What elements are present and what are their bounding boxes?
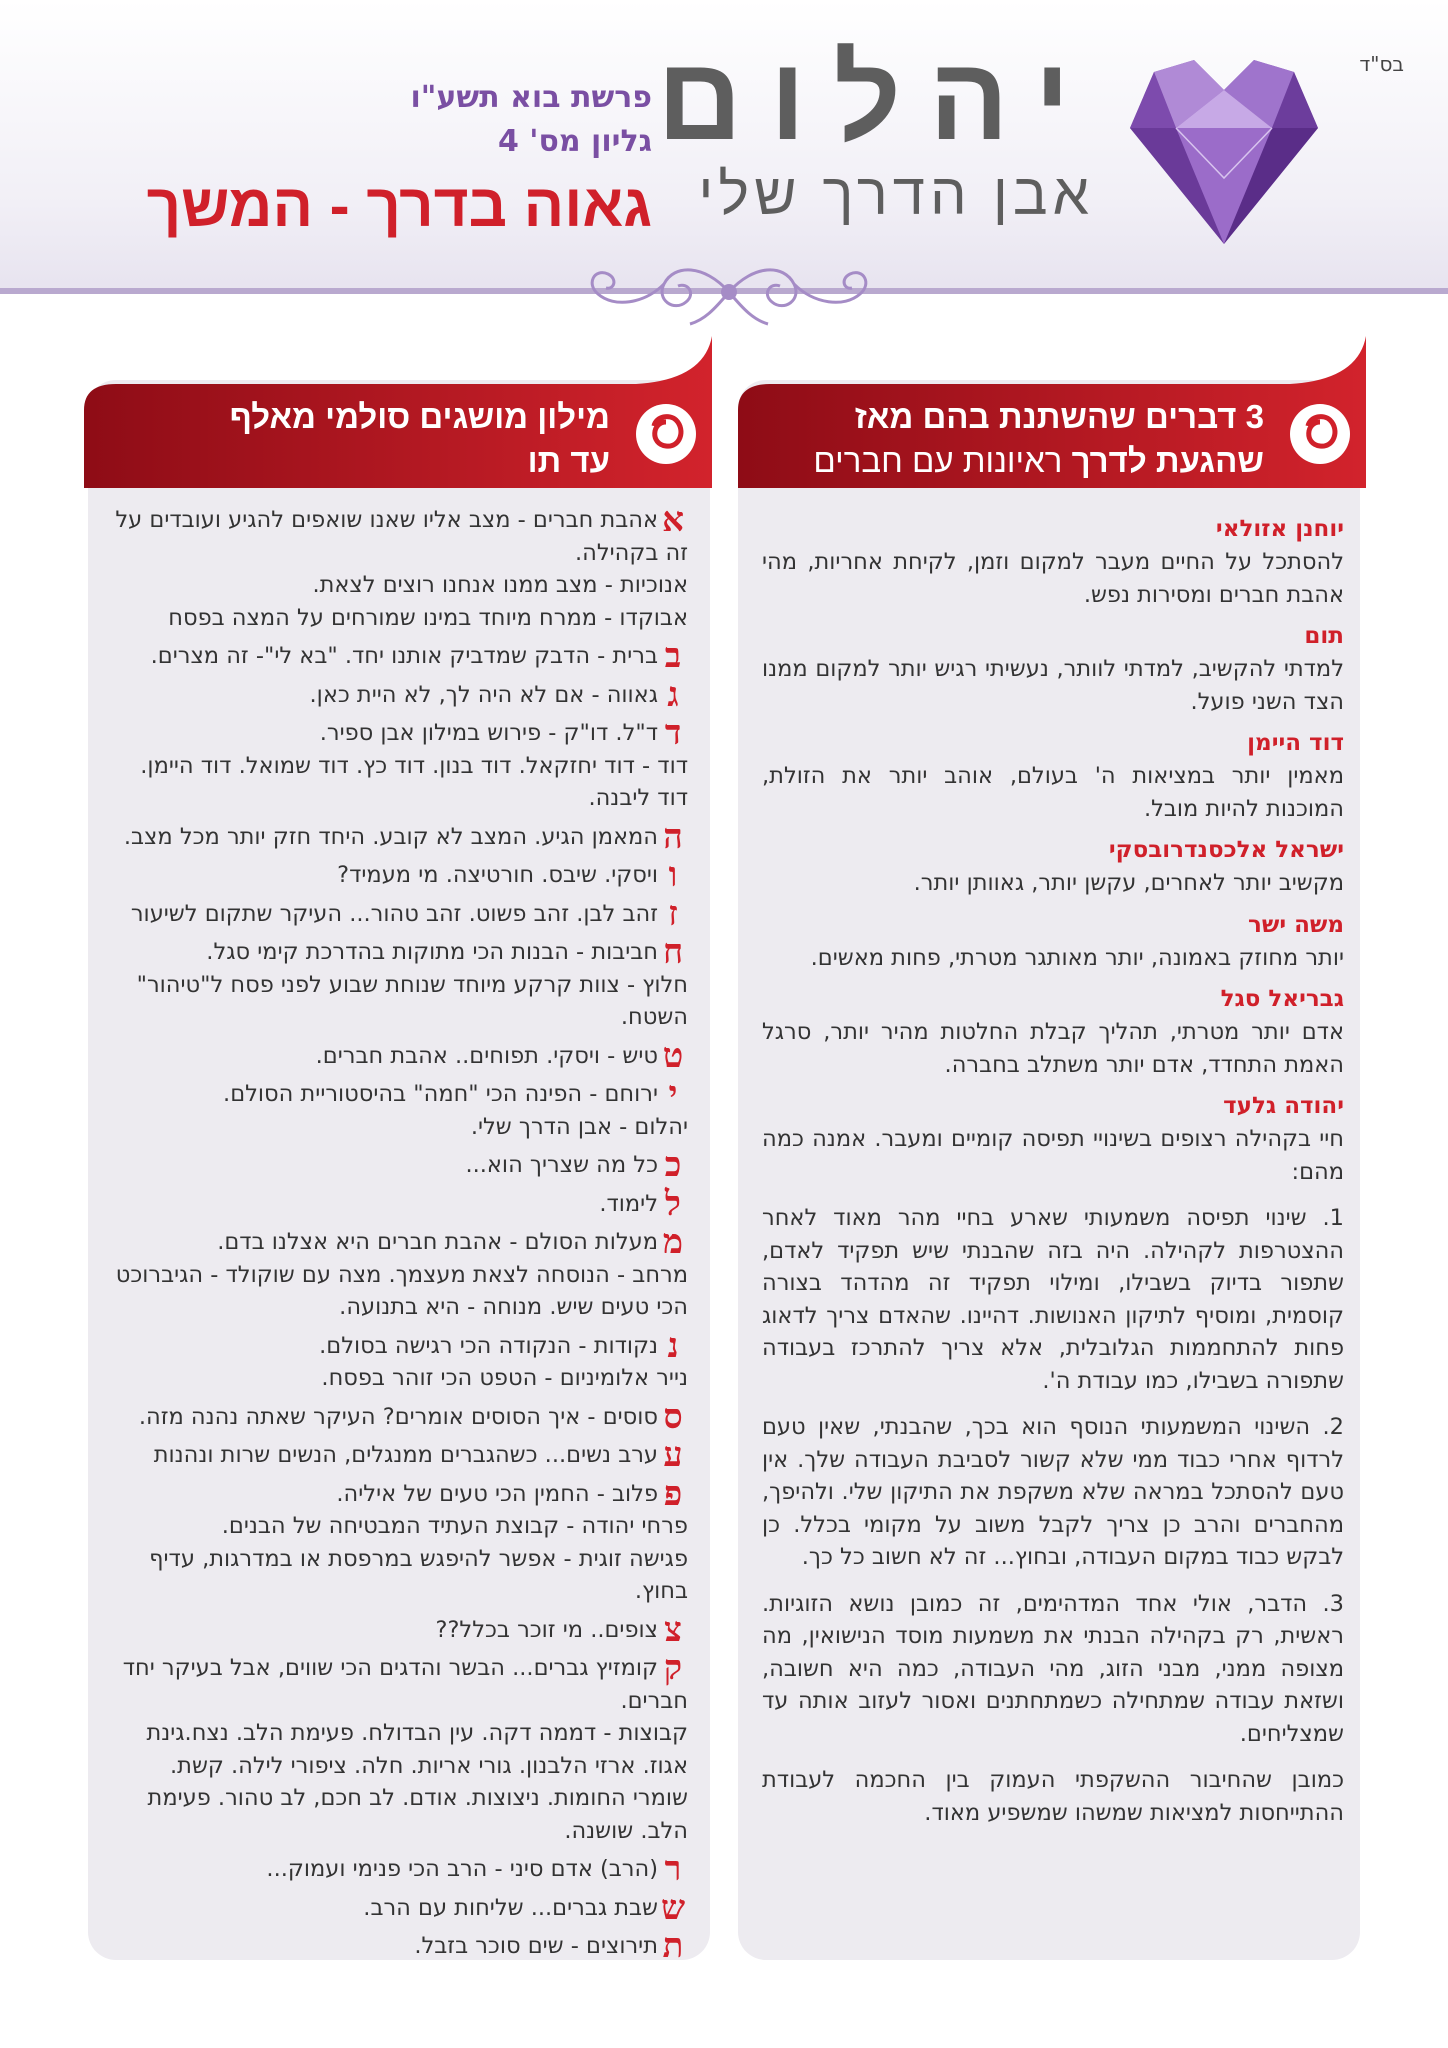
interviews-title-bold: שהגעת לדרך [1071, 442, 1264, 479]
dictionary-entry-line [108, 932, 688, 972]
dictionary-letter: ו [668, 855, 678, 895]
dictionary-letter: צ [664, 1609, 682, 1650]
dictionary-letter: פ [663, 1473, 683, 1514]
dictionary-definition: אבוקדו - ממרח מיוחד במינו שמורחים על המצה בפסח [168, 604, 688, 631]
dictionary-definition: ברית - הדבק שמדביק אותנו יחד. "בא לי"- זה מצרים. [150, 643, 658, 669]
dictionary-entry [108, 713, 688, 815]
dictionary-entry [108, 816, 688, 857]
dictionary-letter: ת [662, 1926, 684, 1966]
dictionary-letter: ר [664, 1849, 682, 1889]
dictionary-entry-line [108, 1887, 688, 1928]
dictionary-content [108, 500, 688, 1969]
interview-block [762, 619, 1344, 718]
dictionary-entry-line [108, 602, 688, 635]
dictionary-entry-line [108, 1926, 688, 1966]
dictionary-entry-line [108, 713, 688, 753]
dictionary-definition: צופים.. מי זוכר בכלל?? [435, 1616, 658, 1643]
interview-text: יותר מחוזק באמונה, יותר מאותגר מטרתי, פחות מאשים. [810, 944, 1344, 971]
dictionary-letter: ע [663, 1435, 683, 1475]
dictionary-entry-line [108, 750, 688, 815]
dictionary-definition: ערב נשים... כשהגברים ממנגלים, הנשים שרות ונהנות [153, 1442, 658, 1468]
dictionary-entry [108, 1609, 688, 1650]
dictionary-definition: גאווה - אם לא היה לך, לא היית כאן. [309, 681, 658, 708]
dictionary-letter: ט [662, 1035, 684, 1076]
dictionary-definition: (הרב) אדם סיני - הרב הכי פנימי ועמוק... [266, 1856, 658, 1882]
dictionary-definition: אנוכיות - מצב ממנו אנחנו רוצים לצאת. [312, 572, 688, 598]
dictionary-letter: ז [668, 893, 678, 934]
dictionary-entry-line [108, 1325, 688, 1366]
interview-block [762, 908, 1344, 975]
dictionary-entry [108, 1183, 688, 1224]
dictionary-definition: דוד - דוד יחזקאל. דוד בנון. דוד כץ. דוד שמואל. דוד היימן. דוד ליבנה. [140, 752, 688, 811]
dictionary-entry-line [108, 674, 688, 715]
dictionary-entry [108, 1648, 688, 1847]
dictionary-letter: א [662, 500, 684, 540]
dictionary-entry [108, 674, 688, 715]
dictionary-entry-line [108, 893, 688, 934]
dictionary-definition: המאמן הגיע. המצב לא קובע. היחד חזק יותר מכל מצב. [123, 823, 658, 850]
dictionary-entry-line [108, 1609, 688, 1650]
dictionary-definition: חלוץ - צוות קרקע מיוחד שנוחת שבוע לפני פסח ל"טיהור" השטח. [136, 971, 688, 1030]
interviews-content [762, 504, 1344, 1829]
interview-text: אדם יותר מטרתי, תהליך קבלת החלטות מהיר יותר, סרגל האמת התחדד, אדם יותר משתלב בחברה. [762, 1019, 1344, 1078]
dictionary-letter: ק [663, 1648, 683, 1688]
interview-paragraph: 3. הדבר, אולי אחד המדהימים, זה כמובן נושא הזוגיות. ראשית, רק בקהילה הבנתי את משמעות מוסד הנישואין, מה מצופה ממני, מבני הזוג, מהי העבודה, כמה היא חשובה, ושזאת עבודה שמתחילה כשמתחתנים ואסור לעזוב אותה עד שמצליחים. [762, 1590, 1344, 1747]
dictionary-definition: טיש - ויסקי. תפוחים.. אהבת חברים. [315, 1042, 658, 1069]
dictionary-entry-line [108, 1145, 688, 1185]
dictionary-entry [108, 636, 688, 676]
interview-paragraph: 1. שינוי תפיסה משמעותי שארע בחיי מהר מאוד לאחר ההצטרפות לקהילה. היה בזה שהבנתי שיש תפקיד לאדם, שתפור בדיוק בשבילו, ומילוי תפקיד זה מהדהד בצורה קוסמית, ומוסיף לתיקון האנושות. דהיינו. שהאדם צריך לדאוג פחות להתחממות הגלובלית, אלא צריך להתרכז בעבודה שתפורה בשבילו, כמו עבודת ה'. [762, 1205, 1344, 1394]
dictionary-entry [108, 1074, 688, 1143]
dictionary-definition: לימוד. [599, 1190, 658, 1217]
dictionary-letter: ל [665, 1183, 681, 1224]
dictionary-definition: ירוחם - הפינה הכי "חמה" בהיסטוריית הסולם. [223, 1081, 658, 1107]
interviewee-name: משה ישר [1248, 911, 1344, 938]
interviews-title-thin: ראיונות עם חברים [813, 442, 1063, 479]
dictionary-definition: זהב לבן. זהב פשוט. זהב טהור... העיקר שתקום לשיעור [130, 900, 658, 927]
interviewee-name: יהודה גלעד [1223, 1093, 1344, 1119]
dictionary-letter: ד [664, 713, 682, 753]
interviewee-name: תום [1304, 623, 1344, 649]
dictionary-letter: ש [660, 1887, 686, 1928]
dictionary-entry-line [108, 816, 688, 857]
interview-text: להסתכל על החיים מעבר למקום וזמן, לקיחת אחריות, מהי אהבת חברים ומסירות נפש. [762, 549, 1344, 608]
dictionary-entry-line [108, 1396, 688, 1437]
dictionary-definition: מרחב - הנוסחה לצאת מעצמך. מצה עם שוקולד - הגיברוכט הכי טעים שיש. מנוחה - היא בתנועה. [115, 1261, 688, 1320]
dictionary-definition: חביבות - הבנות הכי מתוקות בהדרכת קימי סגל. [206, 939, 658, 965]
dictionary-letter: נ [667, 1325, 679, 1366]
dictionary-entry [108, 1396, 688, 1437]
interviewee-name: יוחנן אזולאי [1215, 516, 1344, 542]
interview-paragraph: כמובן שהחיבור ההשקפתי העמוק בין החכמה לעבודת ההתייחסות למציאות שמשהו שמשפיע מאוד. [762, 1767, 1344, 1826]
dictionary-entry-line [108, 1222, 688, 1262]
dictionary-entry-line [108, 1648, 688, 1717]
heart-gem-icon [1124, 58, 1324, 246]
dictionary-entry-line [108, 1717, 688, 1847]
interviewee-name: ישראל אלכסנדרובסקי [1108, 837, 1344, 863]
dictionary-definition: קומזיץ גברים... הבשר והדגים הכי שווים, אבל בעיקר יחד חברים. [122, 1655, 688, 1714]
dictionary-entry-line [108, 1510, 688, 1543]
dictionary-definition: יהלום - אבן הדרך שלי. [470, 1113, 688, 1140]
dictionary-entry-line [108, 1035, 688, 1076]
dictionary-entry-line [108, 636, 688, 676]
dictionary-letter: ג [667, 674, 679, 715]
dictionary-definition: פלוב - החמין הכי טעים של איליה. [336, 1480, 658, 1507]
dictionary-entry [108, 1145, 688, 1185]
dictionary-letter: ה [663, 816, 683, 857]
dictionary-entry [108, 1035, 688, 1076]
dictionary-entry [108, 1222, 688, 1324]
interview-text: מאמין יותר במציאות ה' בעולם, אוהב יותר את הזולת, המוכנות להיות מובל. [762, 763, 1344, 822]
logo-title: יהלום [656, 33, 1098, 165]
dictionary-entry [108, 1325, 688, 1395]
interview-block [762, 1089, 1344, 1829]
dictionary-definition: תירוצים - שים סוכר בזבל. [414, 1933, 658, 1959]
dictionary-definition: פרחי יהודה - קבוצת העתיד המבטיחה של הבנים. [221, 1513, 688, 1539]
dictionary-entry-line [108, 1362, 688, 1395]
issue-title: גאוה בדרך - המשך [146, 172, 652, 239]
dictionary-entry-line [108, 1183, 688, 1224]
dictionary-entry-line [108, 1473, 688, 1514]
interview-text: מקשיב יותר לאחרים, עקשן יותר, גאוותן יותר. [913, 870, 1344, 896]
interview-block [762, 512, 1344, 611]
dictionary-definition: סוסים - איך הסוסים אומרים? העיקר שאתה נהנה מזה. [138, 1403, 658, 1430]
dictionary-entry-line [108, 969, 688, 1034]
interview-text: למדתי להקשיב, למדתי לוותר, נעשיתי רגיש יותר למקום ממנו הצד השני פועל. [762, 656, 1344, 715]
dictionary-entry-line [108, 1849, 688, 1889]
dictionary-entry-line [108, 500, 688, 569]
dictionary-entry-line [108, 855, 688, 895]
dictionary-definition: שבת גברים... שליחות עם הרב. [363, 1894, 658, 1921]
ornament-flourish [564, 254, 894, 330]
dictionary-entry [108, 500, 688, 634]
interviews-title-line2 [813, 444, 1264, 477]
issue-number: גליון מס' 4 [497, 124, 652, 159]
dictionary-entry [108, 1435, 688, 1475]
dictionary-definition: אהבת חברים - מצב אליו שאנו שואפים להגיע ועובדים על זה בקהילה. [115, 507, 688, 566]
interview-paragraph: 2. השינוי המשמעותי הנוסף הוא בכך, שהבנתי, שאין טעם לרדוף אחרי כבוד ממי שלא קשור לסביבת העבודה שלך. אין טעם להסתכל במראה שלא משקפת את התיקון שלי. ולהיפך, מהחברים והרב כן צריך לקבל משוב על מקומי בכלל. כן לבקש כבוד במקום העבודה, ובחוץ... זה לא חשוב כל כך. [762, 1414, 1344, 1570]
dictionary-entry [108, 1926, 688, 1966]
interview-paragraph: חיי בקהילה רצופים בשינויי תפיסה קומיים ומעבר. אמנה כמה מהם: [762, 1126, 1344, 1185]
dictionary-definition: נייר אלומיניום - הטפט הכי זוהר בפסח. [321, 1365, 688, 1391]
dictionary-entry-line [108, 569, 688, 602]
dictionary-title-line2: עד תו [527, 442, 610, 479]
dictionary-entry [108, 1849, 688, 1889]
dictionary-definition: פגישה זוגית - אפשר להיפגש במרפסת או במדרגות, עדיף בחוץ. [149, 1545, 688, 1604]
logo-subtitle: אבן הדרך שלי [698, 162, 1094, 227]
interview-block [762, 833, 1344, 900]
dictionary-letter: ב [664, 636, 682, 676]
dictionary-definition: מעלות הסולם - אהבת חברים היא אצלנו בדם. [217, 1229, 658, 1255]
dictionary-entry-line [108, 1259, 688, 1324]
bsd-mark: בס"ד [1359, 52, 1404, 76]
dictionary-letter: כ [664, 1145, 682, 1185]
dictionary-definition: כל מה שצריך הוא... [465, 1152, 658, 1178]
dictionary-entry-line [108, 1111, 688, 1144]
dictionary-letter: מ [662, 1222, 684, 1262]
interviewee-name: גבריאל סגל [1220, 986, 1344, 1012]
dictionary-definition: נקודות - הנקודה הכי רגישה בסולם. [319, 1332, 658, 1359]
dictionary-entry-line [108, 1435, 688, 1475]
dictionary-letter: ח [662, 932, 684, 972]
dictionary-entry-line [108, 1543, 688, 1608]
dictionary-entry [108, 932, 688, 1034]
interview-block [762, 726, 1344, 825]
dictionary-definition: ד"ל. דו"ק - פירוש במילון אבן ספיר. [319, 720, 658, 746]
dictionary-title-line1: מילון מושגים סולמי מאלף [229, 398, 610, 435]
dictionary-definition: ויסקי. שיבס. חורטיצה. מי מעמיד? [337, 862, 658, 888]
issue-parasha: פרשת בוא תשע"ו [410, 80, 652, 115]
dictionary-letter: ס [663, 1396, 683, 1437]
dictionary-entry [108, 893, 688, 934]
dictionary-entry-line [108, 1074, 688, 1114]
dictionary-definition: קבוצות - דממה דקה. עין הבדולח. פעימת הלב. נצח.גינת אגוז. ארזי הלבנון. גורי אריות. חלה. ציפורי לילה. קשת. שומרי החומות. ניצוצות. אודם. לב חכם, לב טהור. פעימת הלב. שושנה. [146, 1720, 688, 1844]
interviews-title-line1: 3 דברים שהשתנת בהם מאז [854, 398, 1264, 435]
dictionary-entry [108, 1473, 688, 1608]
interview-block [762, 982, 1344, 1081]
dictionary-letter: י [668, 1074, 678, 1114]
interviewee-name: דוד היימן [1247, 730, 1344, 756]
dictionary-entry [108, 1887, 688, 1928]
dictionary-entry [108, 855, 688, 895]
